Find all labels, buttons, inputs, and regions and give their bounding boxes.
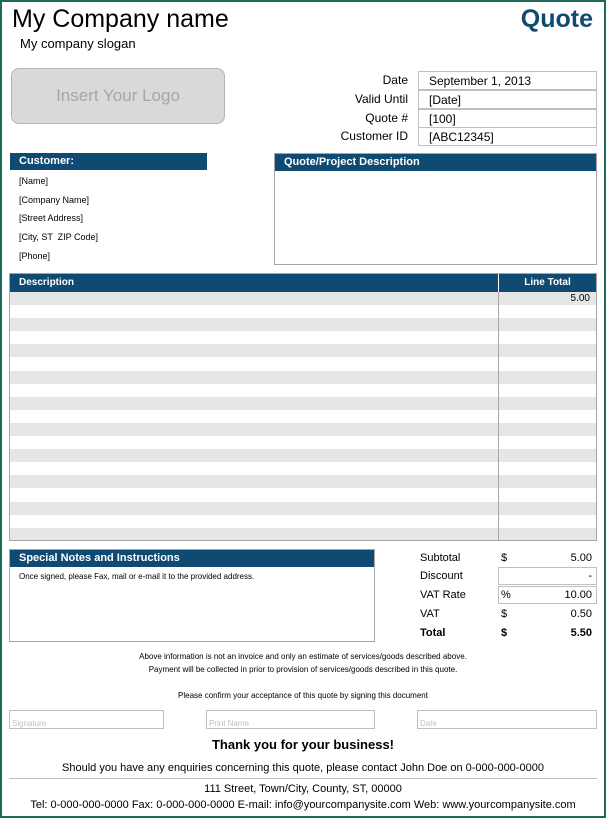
discount-value[interactable]: -: [588, 570, 592, 582]
table-row: [10, 410, 596, 423]
table-row: [10, 292, 596, 305]
table-row: [10, 515, 596, 528]
total-value: 5.50: [570, 627, 592, 639]
table-header: [10, 274, 596, 292]
date-label: Date: [382, 73, 408, 87]
valid-until-label: Valid Until: [354, 92, 408, 106]
vat-rate-label: VAT Rate: [420, 589, 466, 601]
disclaimer-line-2: Payment will be collected in prior to provision of services/goods described in this quote.: [148, 665, 458, 674]
row-line-total-cell[interactable]: [499, 371, 596, 384]
date-field[interactable]: September 1, 2013: [418, 71, 597, 90]
table-row: [10, 423, 596, 436]
table-row: [10, 318, 596, 331]
customer-phone[interactable]: [Phone]: [19, 251, 51, 261]
subtotal-label: Subtotal: [420, 552, 461, 564]
customer-id-label: Customer ID: [340, 129, 408, 143]
notes-box[interactable]: [9, 549, 375, 642]
quote-number-label: Quote #: [365, 111, 408, 125]
row-line-total-cell[interactable]: [499, 344, 596, 357]
discount-label: Discount: [420, 570, 463, 582]
table-row: [10, 502, 596, 515]
row-description-cell[interactable]: [10, 318, 499, 331]
table-row: [10, 475, 596, 488]
row-description-cell[interactable]: [10, 384, 499, 397]
table-row: [10, 357, 596, 370]
table-row: [10, 371, 596, 384]
row-line-total-cell[interactable]: [499, 318, 596, 331]
total-label: Total: [420, 627, 446, 639]
row-description-cell[interactable]: [10, 488, 499, 501]
vat-value: 0.50: [570, 608, 592, 620]
customer-street[interactable]: [Street Address]: [19, 213, 84, 223]
company-address: 111 Street, Town/City, County, ST, 00000: [204, 783, 402, 795]
document-title: Quote: [520, 5, 593, 33]
footer-divider: [9, 778, 597, 779]
table-row: [10, 397, 596, 410]
row-line-total-cell[interactable]: [499, 502, 596, 515]
table-row: [10, 331, 596, 344]
row-line-total-cell[interactable]: [499, 384, 596, 397]
row-line-total-cell[interactable]: [499, 423, 596, 436]
subtotal-value: 5.00: [570, 552, 592, 564]
vat-rate-value[interactable]: 10.00: [564, 589, 592, 601]
row-description-cell[interactable]: [10, 528, 499, 541]
enquiries-text: Should you have any enquiries concerning this quote, please contact John Doe on 0-000-000-0000: [62, 762, 544, 774]
row-description-cell[interactable]: [10, 397, 499, 410]
row-line-total-cell[interactable]: [499, 357, 596, 370]
line-items-table: [9, 273, 597, 541]
row-description-cell[interactable]: [10, 515, 499, 528]
row-line-total-cell[interactable]: [499, 436, 596, 449]
customer-city[interactable]: [City, ST ZIP Code]: [19, 232, 99, 242]
table-row: [10, 305, 596, 318]
row-line-total-cell[interactable]: [499, 488, 596, 501]
row-line-total-cell[interactable]: [499, 410, 596, 423]
vat-rate-symbol: %: [501, 589, 511, 601]
customer-header: Customer:: [10, 153, 207, 170]
notes-text: Once signed, please Fax, mail or e-mail it to the provided address.: [19, 572, 255, 581]
notes-header: Special Notes and Instructions: [10, 550, 374, 567]
row-description-cell[interactable]: [10, 475, 499, 488]
row-description-cell[interactable]: [10, 502, 499, 515]
project-description-header: Quote/Project Description: [275, 154, 596, 171]
logo-placeholder[interactable]: Insert Your Logo: [11, 68, 225, 124]
row-line-total-cell[interactable]: [499, 397, 596, 410]
row-line-total-cell[interactable]: [499, 449, 596, 462]
print-name-field[interactable]: Print Name: [206, 710, 375, 729]
row-line-total-cell[interactable]: [499, 462, 596, 475]
table-row: [10, 384, 596, 397]
row-line-total-cell[interactable]: [499, 331, 596, 344]
table-row: [10, 528, 596, 541]
quote-number-field[interactable]: [100]: [418, 109, 597, 128]
row-description-cell[interactable]: [10, 436, 499, 449]
table-row: [10, 344, 596, 357]
row-description-cell[interactable]: [10, 357, 499, 370]
table-row: [10, 462, 596, 475]
company-slogan: My company slogan: [20, 36, 136, 51]
thank-you-message: Thank you for your business!: [211, 737, 395, 752]
column-description: Description: [10, 274, 499, 292]
row-description-cell[interactable]: [10, 449, 499, 462]
customer-name[interactable]: [Name]: [19, 176, 49, 186]
row-line-total-cell[interactable]: [499, 515, 596, 528]
valid-until-field[interactable]: [Date]: [418, 90, 597, 109]
signature-field[interactable]: Signature: [9, 710, 164, 729]
row-description-cell[interactable]: [10, 410, 499, 423]
date-signature-field[interactable]: Date: [417, 710, 597, 729]
table-row: [10, 436, 596, 449]
row-description-cell[interactable]: [10, 305, 499, 318]
vat-label: VAT: [420, 608, 440, 620]
company-contacts: Tel: 0-000-000-0000 Fax: 0-000-000-0000 E-mail: info@yourcompanysite.com Web: www.yourcompanysite.com: [30, 799, 576, 811]
row-description-cell[interactable]: [10, 371, 499, 384]
table-row: [10, 488, 596, 501]
row-line-total-cell[interactable]: [499, 305, 596, 318]
confirm-text: Please confirm your acceptance of this quote by signing this document: [178, 691, 428, 700]
row-description-cell[interactable]: [10, 331, 499, 344]
disclaimer-line-1: Above information is not an invoice and only an estimate of services/goods described above.: [139, 652, 467, 661]
customer-id-field[interactable]: [ABC12345]: [418, 127, 597, 146]
table-row: [10, 449, 596, 462]
total-symbol: $: [501, 627, 508, 639]
row-description-cell[interactable]: [10, 423, 499, 436]
project-description-box[interactable]: [274, 153, 597, 265]
row-description-cell[interactable]: [10, 292, 499, 305]
subtotal-symbol: $: [501, 552, 508, 564]
row-line-total-cell[interactable]: [499, 528, 596, 541]
company-name: My Company name: [12, 5, 229, 33]
customer-company[interactable]: [Company Name]: [19, 195, 90, 205]
row-description-cell[interactable]: [10, 344, 499, 357]
row-description-cell[interactable]: [10, 462, 499, 475]
vat-symbol: $: [501, 608, 508, 620]
column-line-total: Line Total: [524, 277, 571, 288]
row-line-total-cell[interactable]: 5.00: [570, 293, 590, 304]
row-line-total-cell[interactable]: [499, 475, 596, 488]
